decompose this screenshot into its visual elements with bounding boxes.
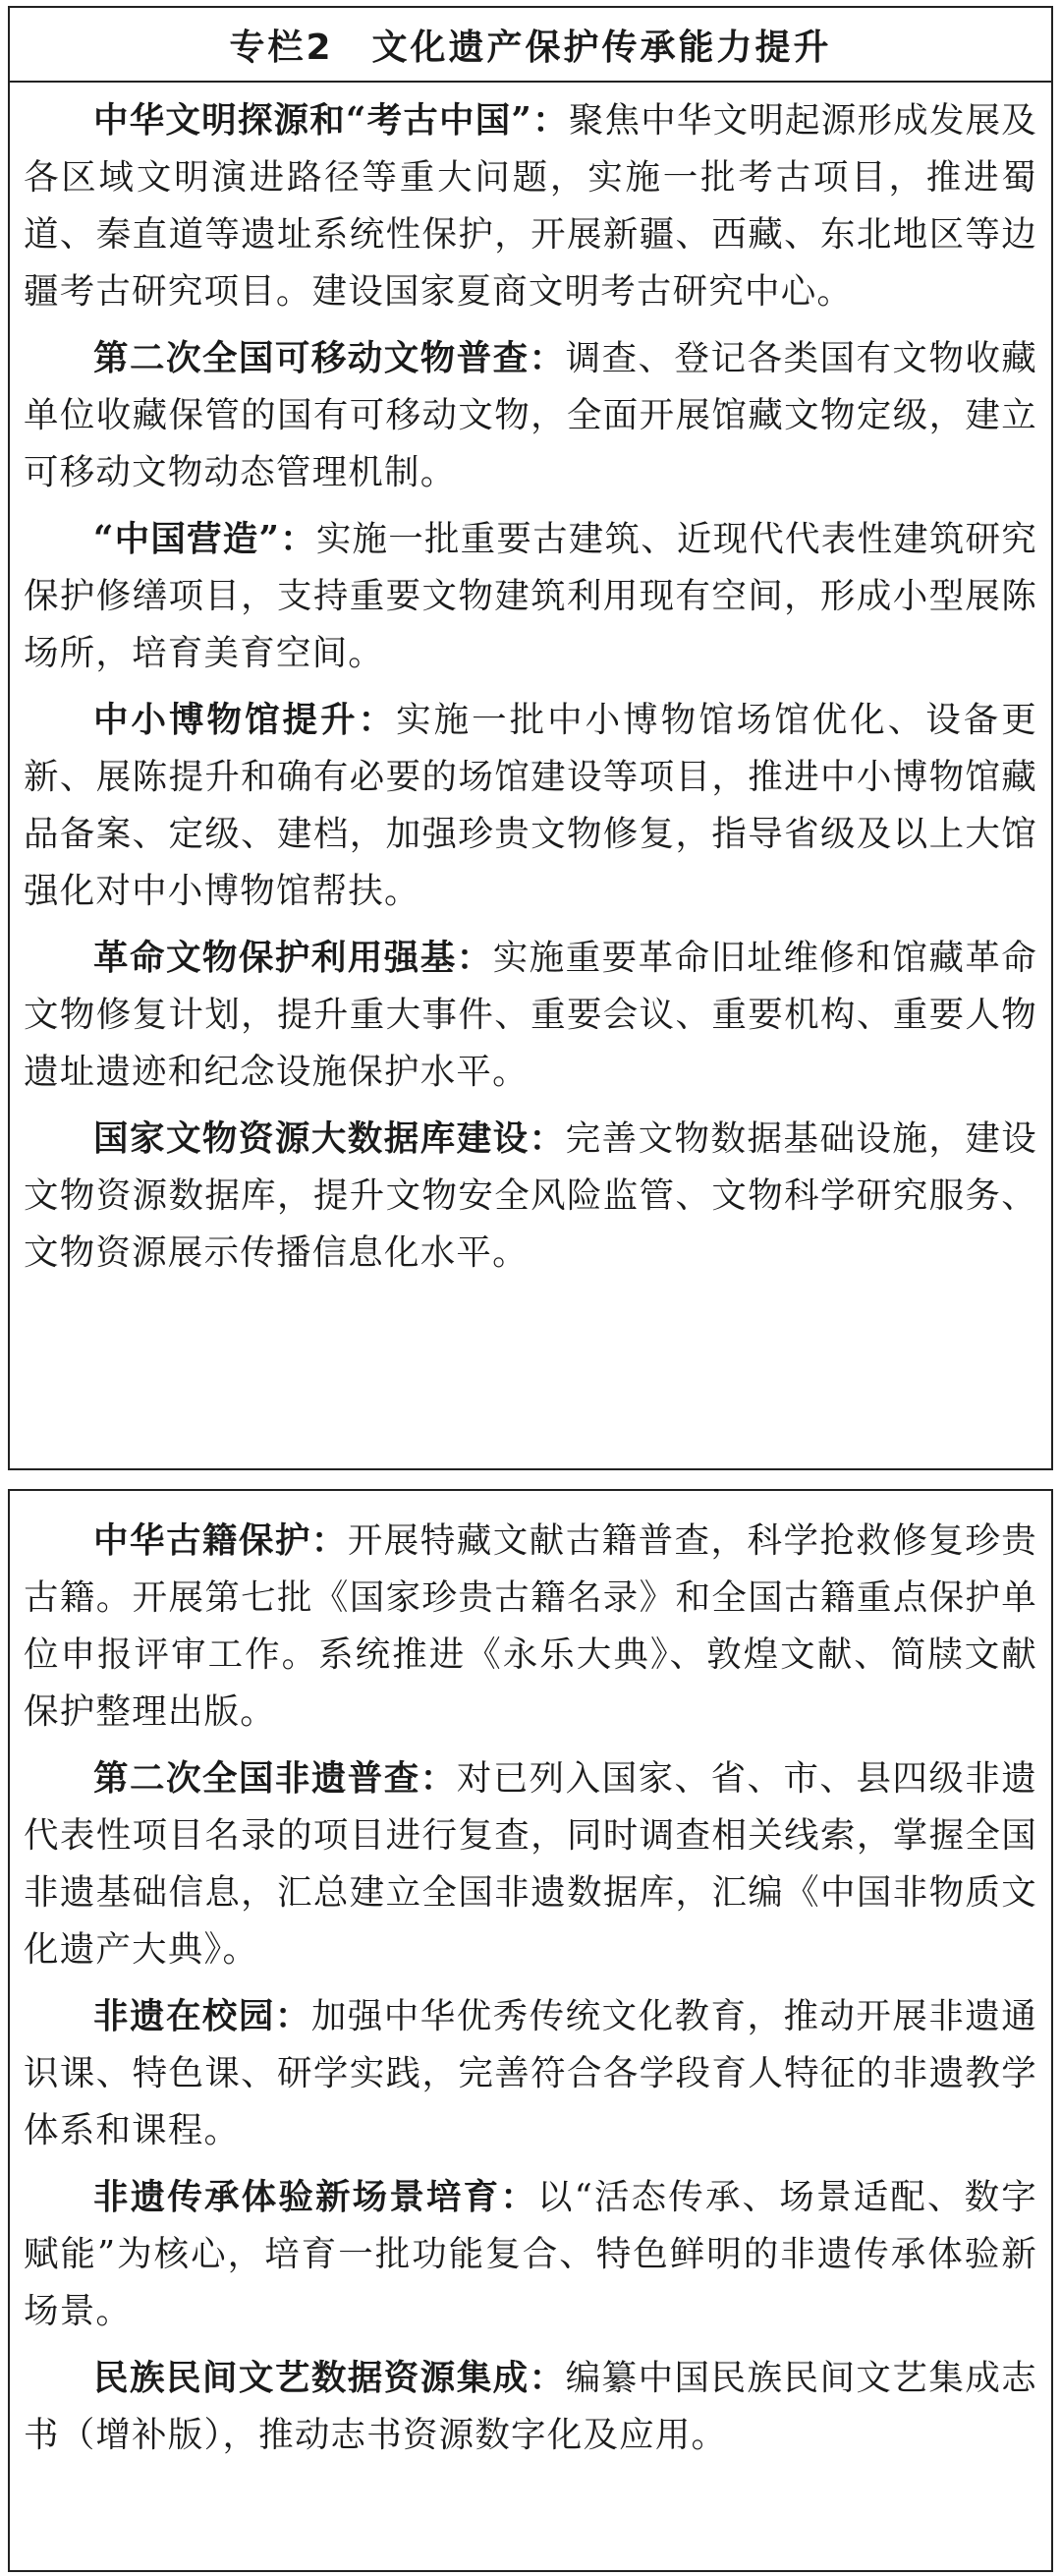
item-paragraph xyxy=(24,2350,1037,2464)
item-lead: 第二次全国非遗普查： xyxy=(93,1758,457,1799)
item-text: 开展特藏文献古籍普查，科学抢救修复珍贵古籍。开展第七批《国家珍贵古籍名录》和全国古籍重点保护单位申报评审工作。系统推进《永乐大典》、敦煌文献、简牍文献保护整理出版。 xyxy=(24,1520,1037,1732)
item-lead: 中华文明探源和“考古中国”： xyxy=(93,100,569,141)
item-text: 以“活态传承、场景适配、数字赋能”为核心，培育一批功能复合、特色鲜明的非遗传承体验新场景。 xyxy=(24,2177,1038,2331)
item-paragraph xyxy=(24,930,1037,1101)
item-lead: 中小博物馆提升： xyxy=(93,700,397,740)
item-paragraph xyxy=(24,1111,1037,1282)
item-paragraph xyxy=(24,692,1037,920)
column-content-part-2 xyxy=(10,1491,1051,2464)
column-title: 专栏2 文化遗产保护传承能力提升 xyxy=(10,8,1051,83)
item-lead: 非遗传承体验新场景培育： xyxy=(93,2177,537,2217)
item-paragraph xyxy=(24,511,1037,682)
item-lead: 非遗在校园： xyxy=(93,1996,311,2036)
item-lead: 国家文物资源大数据库建设： xyxy=(93,1118,566,1159)
item-text: 实施一批中小博物馆场馆优化、设备更新、展陈提升和确有必要的场馆建设等项目，推进中小博物馆藏品备案、定级、建档，加强珍贵文物修复，指导省级及以上大馆强化对中小博物馆帮扶。 xyxy=(24,700,1037,911)
item-paragraph xyxy=(24,2169,1037,2340)
item-lead: 民族民间文艺数据资源集成： xyxy=(93,2358,566,2398)
item-paragraph xyxy=(24,1513,1037,1741)
column-content-part-1 xyxy=(10,83,1051,1282)
item-lead: 第二次全国可移动文物普查： xyxy=(93,338,566,378)
item-text: 对已列入国家、省、市、县四级非遗代表性项目名录的项目进行复查，同时调查相关线索，掌握全国非遗基础信息，汇总建立全国非遗数据库，汇编《中国非物质文化遗产大典》。 xyxy=(24,1758,1037,1970)
item-lead: 革命文物保护利用强基： xyxy=(93,938,493,978)
item-text: 实施重要革命旧址维修和馆藏革命文物修复计划，提升重大事件、重要会议、重要机构、重要人物遗址遗迹和纪念设施保护水平。 xyxy=(24,938,1037,1092)
item-text: 聚焦中华文明起源形成发展及各区域文明演进路径等重大问题，实施一批考古项目，推进蜀道、秦直道等遗址系统性保护，开展新疆、西藏、东北地区等边疆考古研究项目。建设国家夏商文明考古研究中心。 xyxy=(24,100,1037,312)
item-paragraph xyxy=(24,330,1037,501)
item-lead: 中华古籍保护： xyxy=(93,1520,348,1561)
item-paragraph xyxy=(24,1988,1037,2159)
column-box-part-1 xyxy=(8,6,1053,1470)
item-paragraph xyxy=(24,1750,1037,1978)
item-text: 实施一批重要古建筑、近现代代表性建筑研究保护修缮项目，支持重要文物建筑利用现有空间，形成小型展陈场所，培育美育空间。 xyxy=(24,519,1037,673)
column-box-part-2 xyxy=(8,1489,1053,2572)
item-text: 编纂中国民族民间文艺集成志书（增补版），推动志书资源数字化及应用。 xyxy=(24,2358,1037,2455)
item-text: 加强中华优秀传统文化教育，推动开展非遗通识课、特色课、研学实践，完善符合各学段育人特征的非遗教学体系和课程。 xyxy=(24,1996,1037,2150)
item-lead: “中国营造”： xyxy=(93,519,316,559)
item-text: 调查、登记各类国有文物收藏单位收藏保管的国有可移动文物，全面开展馆藏文物定级，建立可移动文物动态管理机制。 xyxy=(24,338,1037,492)
item-paragraph xyxy=(24,92,1037,320)
item-text: 完善文物数据基础设施，建设文物资源数据库，提升文物安全风险监管、文物科学研究服务、文物资源展示传播信息化水平。 xyxy=(24,1118,1037,1273)
